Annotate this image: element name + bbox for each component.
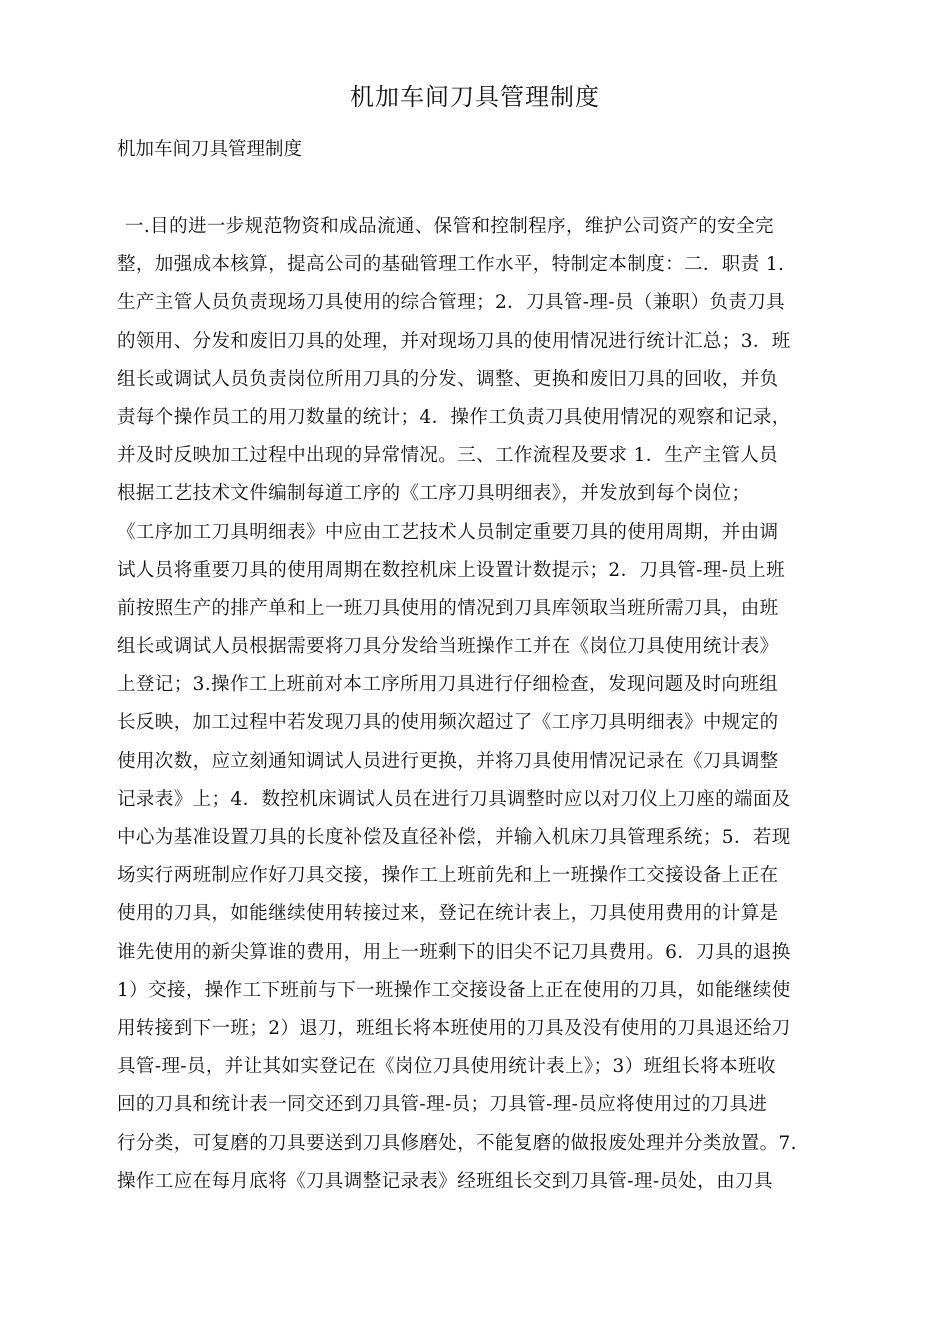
body-line: 回的刀具和统计表一同交还到刀具管-理-员；刀具管-理-员应将使用过的刀具进 <box>117 1094 768 1116</box>
body-line: 中心为基准设置刀具的长度补偿及直径补偿，并输入机床刀具管理系统；5．若现 <box>117 827 791 848</box>
body-line: 长反映，加工过程中若发现刀具的使用频次超过了《工序刀具明细表》中规定的 <box>117 712 779 734</box>
body-line: 记录表》上；4．数控机床调试人员在进行刀具调整时应以对刀仪上刀座的端面及 <box>117 788 791 810</box>
body-line: 一.目的进一步规范物资和成品流通、保管和控制程序，维护公司资产的安全完 <box>125 216 774 237</box>
body-line: 前按照生产的排产单和上一班刀具使用的情况到刀具库领取当班所需刀具，由班 <box>117 597 779 619</box>
body-line: 《工序加工刀具明细表》中应由工艺技术人员制定重要刀具的使用周期，并由调 <box>117 521 779 543</box>
body-line: 场实行两班制应作好刀具交接，操作工上班前先和上一班操作工交接设备上正在 <box>117 865 779 887</box>
body-line: 生产主管人员负责现场刀具使用的综合管理；2．刀具管-理-员（兼职）负责刀具 <box>117 292 786 314</box>
document-body <box>117 208 847 1201</box>
body-line: 试人员将重要刀具的使用周期在数控机床上设置计数提示；2．刀具管-理-员上班 <box>117 559 786 581</box>
body-line: 1）交接，操作工下班前与下一班操作工交接设备上正在使用的刀具，如能继续使 <box>117 979 791 1001</box>
body-line: 根据工艺技术文件编制每道工序的《工序刀具明细表》，并发放到每个岗位； <box>117 483 751 505</box>
document-title: 机加车间刀具管理制度 <box>350 83 600 111</box>
body-line: 并及时反映加工过程中出现的异常情况。三、工作流程及要求 1．生产主管人员 <box>117 445 779 467</box>
body-line: 行分类，可复磨的刀具要送到刀具修磨处，不能复磨的做报废处理并分类放置。7. <box>117 1132 797 1154</box>
body-line: 的领用、分发和废旧刀具的处理，并对现场刀具的使用情况进行统计汇总；3．班 <box>117 330 791 352</box>
body-line: 用转接到下一班；2）退刀，班组长将本班使用的刀具及没有使用的刀具退还给刀 <box>117 1017 791 1039</box>
body-line: 使用次数，应立刻通知调试人员进行更换，并将刀具使用情况记录在《刀具调整 <box>117 750 779 772</box>
body-line: 组长或调试人员负责岗位所用刀具的分发、调整、更换和废旧刀具的回收，并负 <box>117 368 779 390</box>
body-line: 具管-理-员，并让其如实登记在《岗位刀具使用统计表上》；3）班组长将本班收 <box>117 1056 776 1078</box>
body-line: 使用的刀具，如能继续使用转接过来，登记在统计表上，刀具使用费用的计算是 <box>117 903 779 925</box>
document-subtitle: 机加车间刀具管理制度 <box>117 139 303 160</box>
body-line: 责每个操作员工的用刀数量的统计；4．操作工负责刀具使用情况的观察和记录， <box>117 406 791 428</box>
body-line: 组长或调试人员根据需要将刀具分发给当班操作工并在《岗位刀具使用统计表》 <box>117 636 779 658</box>
body-line: 上登记；3.操作工上班前对本工序所用刀具进行仔细检查，发现问题及时向班组 <box>117 674 779 696</box>
body-line: 操作工应在每月底将《刀具调整记录表》经班组长交到刀具管-理-员处，由刀具 <box>117 1170 773 1192</box>
body-line: 整，加强成本核算，提高公司的基础管理工作水平，特制定本制度：二．职责 1. <box>117 254 785 276</box>
body-line: 谁先使用的新尖算谁的费用，用上一班剩下的旧尖不记刀具费用。6．刀具的退换 <box>117 941 791 963</box>
